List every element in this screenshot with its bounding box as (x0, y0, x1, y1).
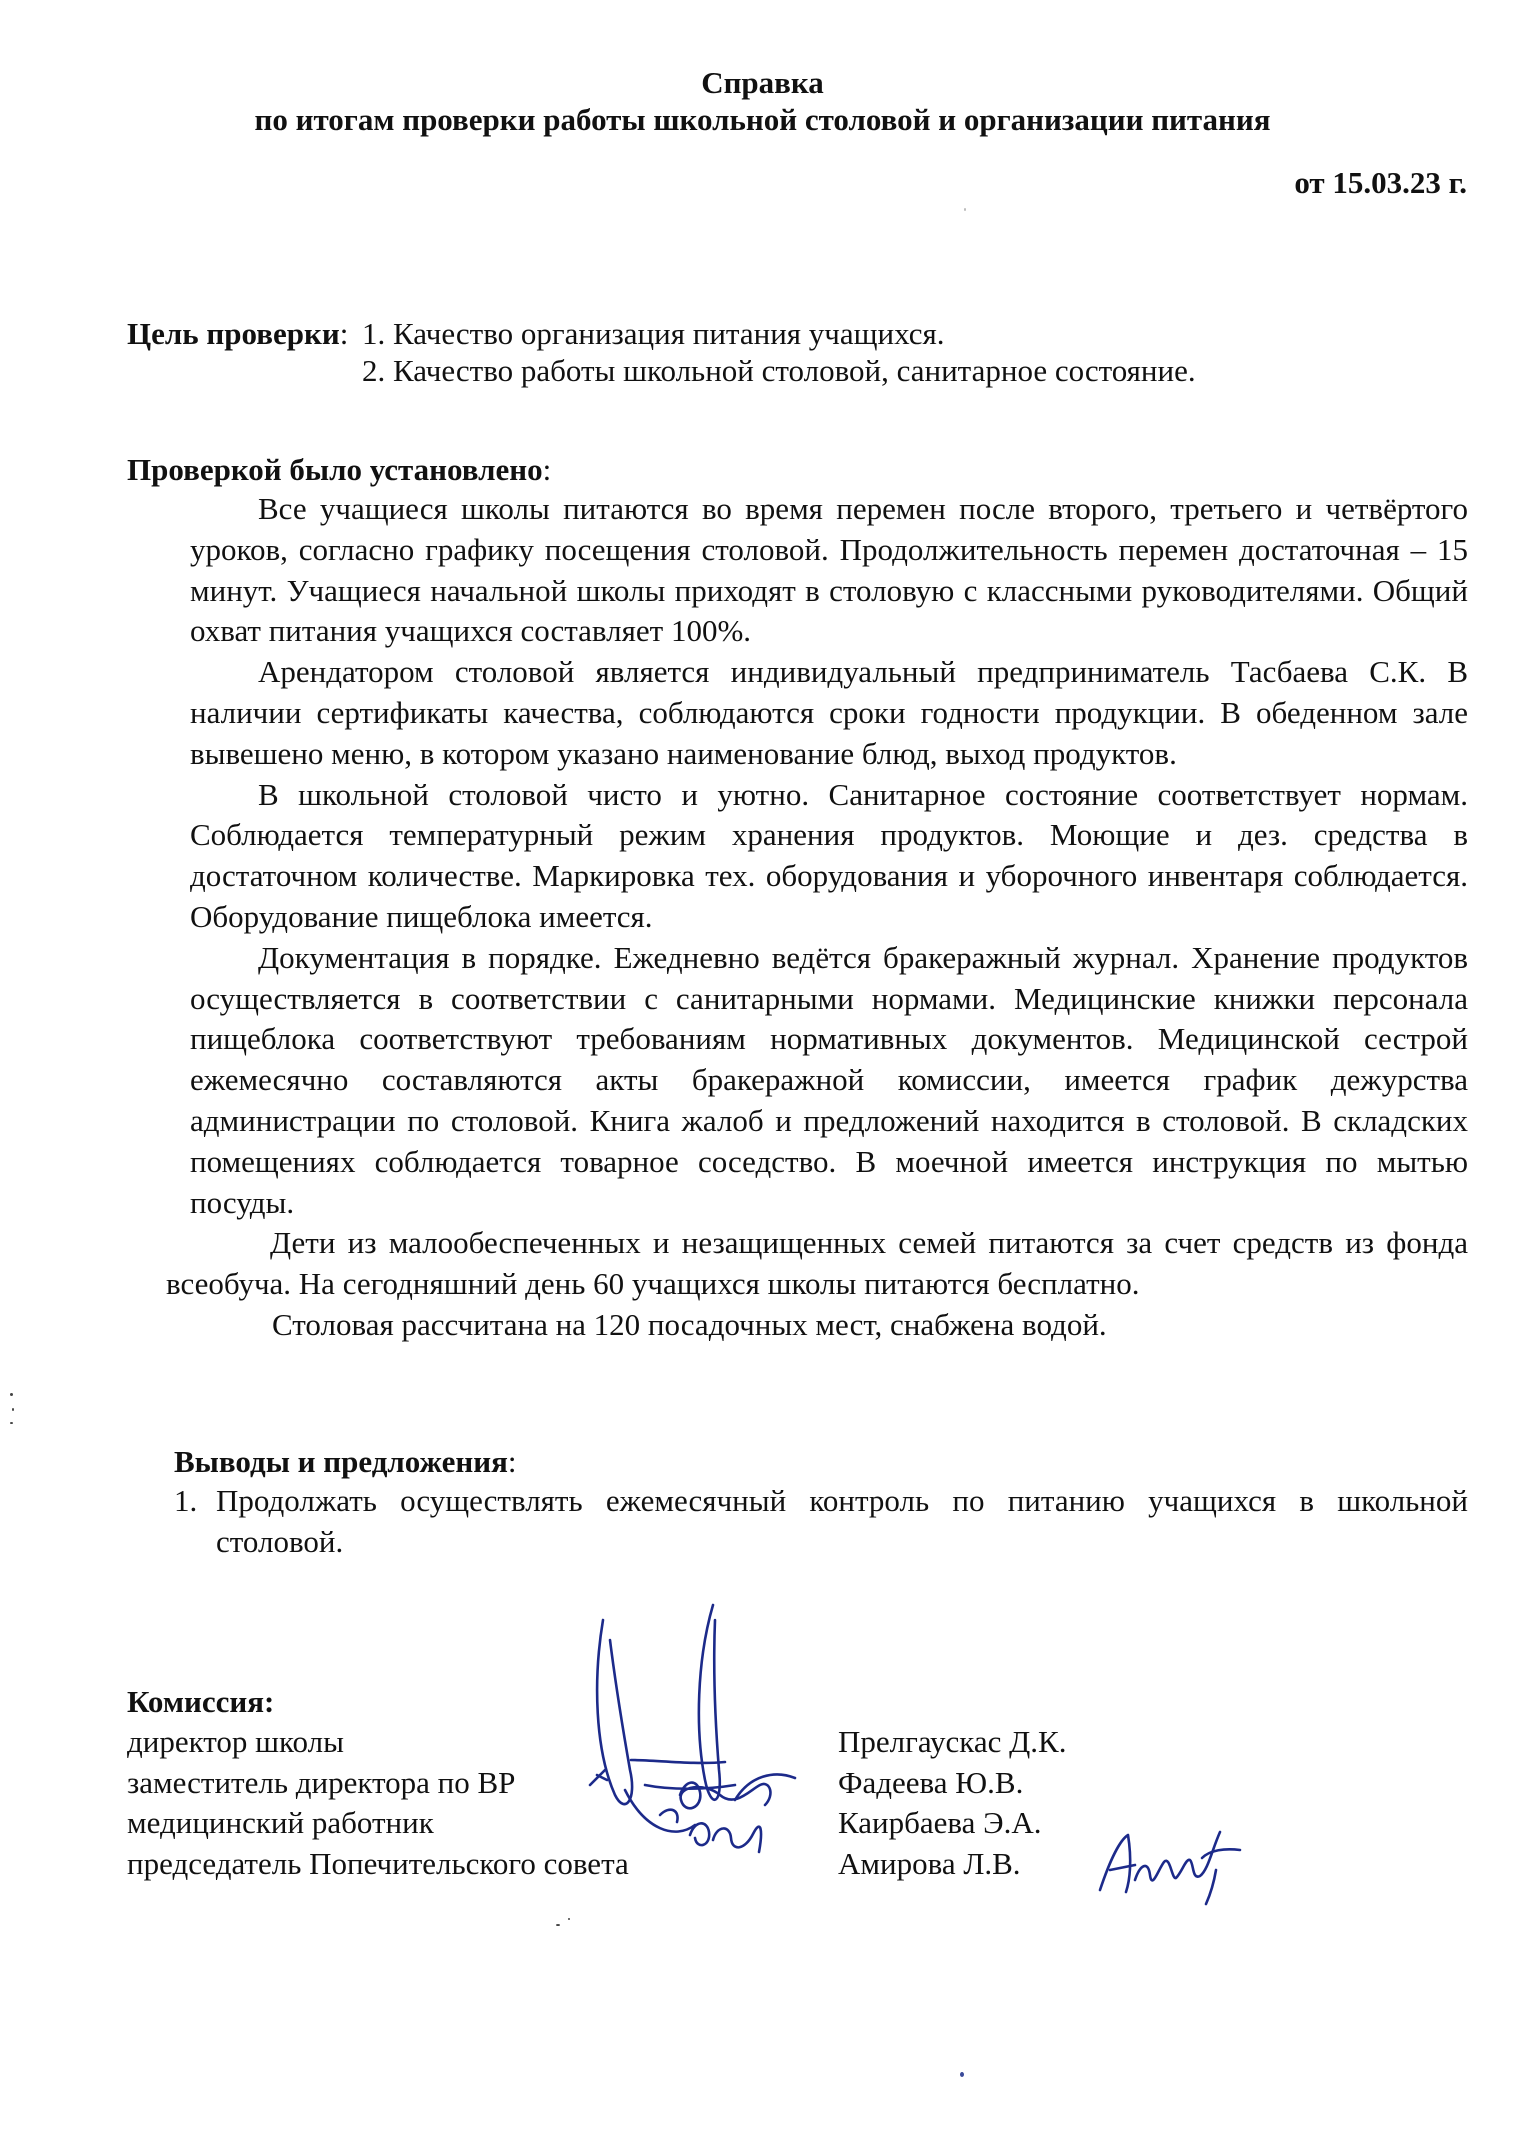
commission-name: Фадеева Ю.В. (838, 1764, 1024, 1800)
findings-label: Проверкой было установлено (127, 452, 543, 487)
purpose-colon: : (339, 316, 349, 351)
conclusions-item-text: Продолжать осуществлять ежемесячный контроль по питанию учащихся в школьной столовой. (216, 1483, 1468, 1559)
commission-name: Каирбаева Э.А. (838, 1805, 1042, 1840)
findings-body (166, 489, 1468, 1346)
scan-speck (960, 2072, 964, 2077)
conclusions-heading (174, 1444, 516, 1480)
commission-role: председатель Попечительского совета (127, 1845, 629, 1881)
scan-speck (556, 1924, 560, 1926)
commission-roles (127, 1722, 629, 1884)
scan-speck (12, 1408, 14, 1411)
commission-name: Прелгаускас Д.К. (838, 1724, 1067, 1759)
document-date: от 15.03.23 г. (1294, 165, 1467, 200)
findings-heading (127, 452, 551, 488)
purpose-item-1: 1. Качество организация питания учащихся. (362, 316, 945, 351)
commission-colon: : (263, 1684, 275, 1719)
commission-role: медицинский работник (127, 1805, 434, 1840)
scan-speck (10, 1393, 13, 1396)
commission-name: Амирова Л.В. (838, 1845, 1021, 1881)
scan-speck (568, 1918, 570, 1920)
commission-label: Комиссия (127, 1684, 264, 1719)
findings-paragraph: Дети из малообеспеченных и незащищенных семей питаются за счет средств из фонда всеобуча. На сегодняшний день 60 учащихся школы питаются бесплатно. (166, 1225, 1468, 1302)
purpose-item-2: 2. Качество работы школьной столовой, санитарное состояние. (362, 353, 1196, 388)
document-title: Справка (701, 65, 824, 100)
commission-names (838, 1722, 1066, 1884)
commission-role: заместитель директора по ВР (127, 1764, 516, 1800)
findings-colon: : (542, 452, 552, 487)
document-subtitle: по итогам проверки работы школьной столовой и организации питания (254, 102, 1271, 137)
commission-heading (127, 1684, 274, 1720)
findings-paragraph: Арендатором столовой является индивидуальный предприниматель Тасбаева С.К. В наличии сертификаты качества, соблюдаются сроки годности продукции. В обеденном зале вывешено меню, в котором указано наименование блюд, выход продуктов. (190, 654, 1468, 771)
findings-paragraph: Столовая рассчитана на 120 посадочных мест, снабжена водой. (272, 1306, 1107, 1342)
signature-amirova (1090, 1820, 1250, 1910)
purpose-heading (127, 316, 348, 352)
purpose-label: Цель проверки (127, 316, 340, 351)
conclusions-colon: : (507, 1444, 517, 1479)
findings-paragraph: Все учащиеся школы питаются во время перемен после второго, третьего и четвёртого уроков, согласно графику посещения столовой. Продолжительность перемен достаточная – 15 минут. Учащиеся начальной школы приходят в столовую с классными руководителями. Общий охват питания учащихся составляет 100%. (190, 491, 1468, 649)
scan-speck (964, 208, 966, 211)
scan-speck (10, 1422, 13, 1424)
conclusions-label: Выводы и предложения (174, 1444, 508, 1479)
commission-role: директор школы (127, 1724, 344, 1759)
findings-paragraph: В школьной столовой чисто и уютно. Санитарное состояние соответствует нормам. Соблюдается температурный режим хранения продуктов. Моющие и дез. средства в достаточном количестве. Маркировка тех. оборудования и уборочного инвентаря соблюдается. Оборудование пищеблока имеется. (190, 776, 1468, 934)
conclusions-item-number: 1. (174, 1483, 198, 1518)
signature-cluster (585, 1600, 825, 1870)
findings-paragraph: Документация в порядке. Ежедневно ведётся бракеражный журнал. Хранение продуктов осуществляется в соответствии с санитарными нормами. Медицинские книжки персонала пищеблока соответствуют требованиям нормативных документов. Медицинской сестрой ежемесячно составляются акты бракеражной комиссии, имеется график дежурства администрации по столовой. Книга жалоб и предложений находится в столовой. В складских помещениях соблюдается товарное соседство. В моечной имеется инструкция по мытью посуды. (190, 939, 1468, 1220)
conclusions-item-1 (174, 1481, 1468, 1563)
